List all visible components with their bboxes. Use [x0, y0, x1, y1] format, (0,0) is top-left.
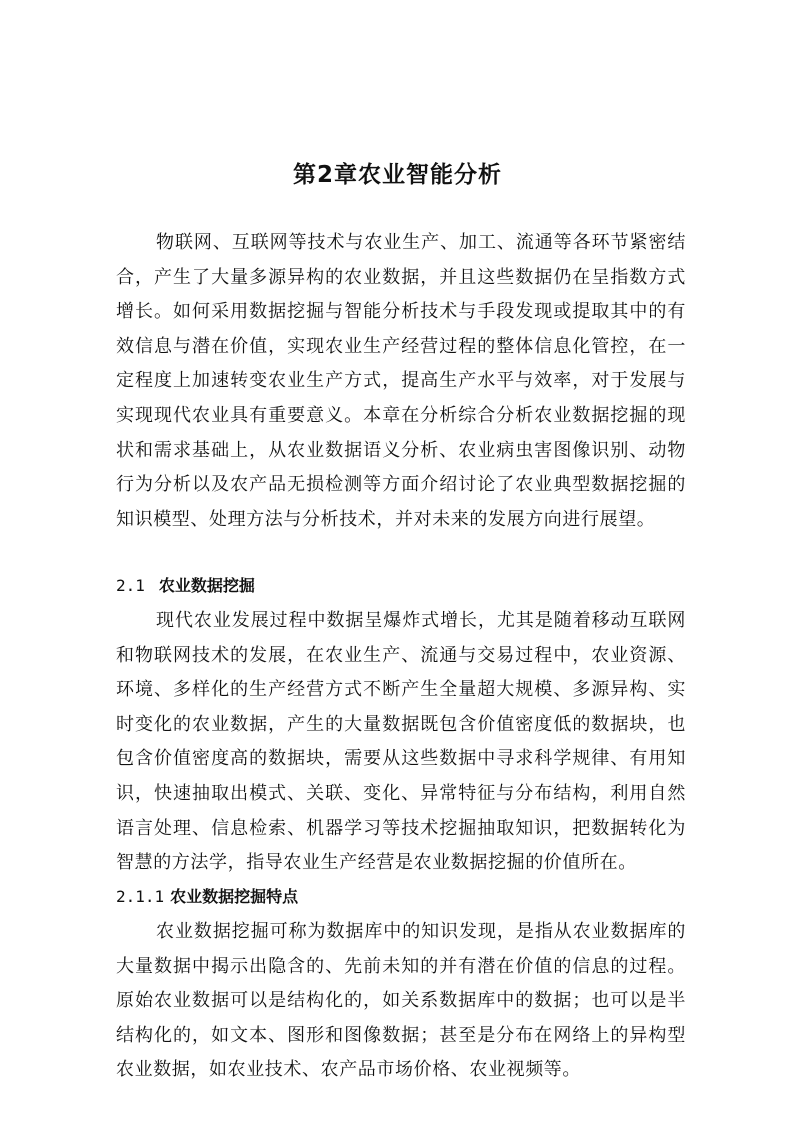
intro-paragraph: 物联网、互联网等技术与农业生产、加工、流通等各环节紧密结合，产生了大量多源异构的农业数据，并且这些数据仍在呈指数方式增长。如何采用数据挖掘与智能分析技术与手段发现或提取其中的有效信息与潜在价值，实现农业生产经营过程的整体信息化管控，在一定程度上加速转变农业生产方式，提高生产水平与效率，对于发展与实现现代农业具有重要意义。本章在分析综合分析农业数据挖掘的现状和需求基础上，从农业数据语义分析、农业病虫害图像识别、动物行为分析以及农产品无损检测等方面介绍讨论了农业典型数据挖掘的知识模型、处理方法与分析技术，并对未来的发展方向进行展望。	[116, 232, 686, 530]
section-number: 2.1	[116, 576, 145, 595]
section-heading-2-1	[116, 572, 255, 600]
section-heading-2-1-1	[116, 883, 298, 911]
section-2-1-1-paragraph: 农业数据挖掘可称为数据库中的知识发现，是指从农业数据库的大量数据中揭示出隐含的、先前未知的并有潜在价值的信息的过程。原始农业数据可以是结构化的，如关系数据库中的数据；也可以是半结构化的，如文本、图形和图像数据；甚至是分布在网络上的异构型农业数据，如农业技术、农产品市场价格、农业视频等。	[116, 921, 686, 1081]
section-number: 2.1.1	[116, 887, 165, 906]
section-title: 农业数据挖掘	[158, 576, 255, 595]
chapter-title: 第2章农业智能分析	[292, 162, 502, 188]
section-title: 农业数据挖掘特点	[170, 887, 299, 906]
section-2-1-paragraph: 现代农业发展过程中数据呈爆炸式增长，尤其是随着移动互联网和物联网技术的发展，在农业生产、流通与交易过程中，农业资源、环境、多样化的生产经营方式不断产生全量超大规模、多源异构、实时变化的农业数据，产生的大量数据既包含价值密度低的数据块，也包含价值密度高的数据块，需要从这些数据中寻求科学规律、有用知识，快速抽取出模式、关联、变化、异常特征与分布结构，利用自然语言处理、信息检索、机器学习等技术挖掘抽取知识，把数据转化为智慧的方法学，指导农业生产经营是农业数据挖掘的价值所在。	[116, 610, 686, 874]
